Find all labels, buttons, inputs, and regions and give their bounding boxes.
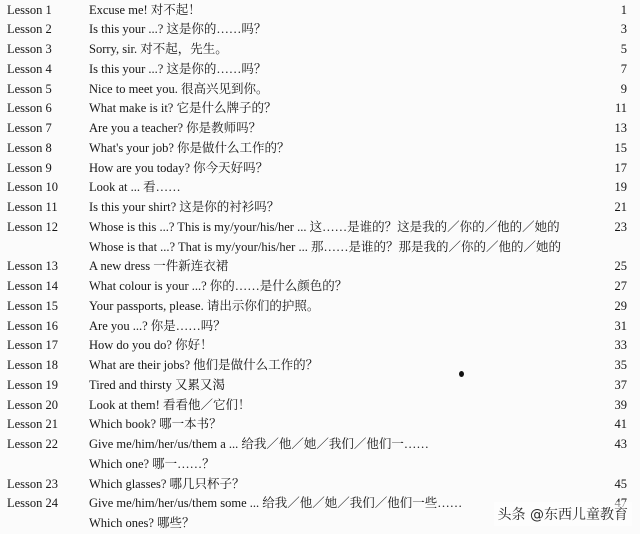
page-number: 45 bbox=[614, 476, 627, 491]
lesson-title: Which ones? 哪些？ bbox=[89, 516, 195, 530]
lesson-number: Lesson 6 bbox=[7, 101, 52, 116]
lesson-title: A new dress 一件新连衣裙 bbox=[89, 259, 229, 274]
lesson-number: Lesson 8 bbox=[7, 140, 52, 155]
toc-row bbox=[0, 159, 640, 179]
lesson-title: Nice to meet you. 很高兴见到你。 bbox=[89, 81, 269, 96]
lesson-number: Lesson 17 bbox=[7, 338, 59, 353]
lesson-number: Lesson 21 bbox=[7, 417, 59, 432]
page-number: 15 bbox=[614, 140, 627, 155]
toc-row bbox=[0, 415, 640, 435]
lesson-number: Lesson 12 bbox=[7, 219, 59, 234]
lesson-title: Give me/him/her/us/them some ... 给我／他／她／我们／他们一些…… bbox=[89, 496, 463, 511]
lesson-number: Lesson 15 bbox=[7, 298, 59, 313]
toc-row bbox=[0, 60, 640, 80]
lesson-number: Lesson 1 bbox=[7, 2, 52, 17]
lesson-title: Is this your ...? 这是你的……吗？ bbox=[89, 61, 267, 76]
lesson-number: Lesson 14 bbox=[7, 279, 59, 293]
lesson-title: Look at them! 看看他／它们！ bbox=[89, 397, 251, 412]
page-number: 25 bbox=[614, 259, 627, 274]
lesson-title: Excuse me! 对不起！ bbox=[89, 2, 201, 17]
lesson-title: Sorry, sir. 对不起，先生。 bbox=[89, 42, 228, 56]
lesson-number: Lesson 13 bbox=[7, 259, 59, 274]
page-number: 29 bbox=[614, 298, 627, 313]
lesson-number: Lesson 4 bbox=[7, 61, 52, 76]
page-number: 35 bbox=[614, 358, 627, 372]
lesson-title: How do you do? 你好！ bbox=[89, 338, 213, 353]
lesson-title: Is this your ...? 这是你的……吗？ bbox=[89, 22, 267, 37]
page-number: 9 bbox=[620, 81, 627, 96]
lesson-title: Are you ...? 你是……吗？ bbox=[89, 318, 226, 333]
page-number: 11 bbox=[614, 101, 627, 116]
toc-row bbox=[0, 376, 640, 396]
lesson-number: Lesson 5 bbox=[7, 81, 52, 96]
lesson-title: Which book? 哪一本书？ bbox=[89, 417, 222, 432]
toc-row bbox=[0, 80, 640, 100]
lesson-number: Lesson 16 bbox=[7, 318, 59, 333]
toc-row bbox=[0, 119, 640, 139]
toc-row bbox=[0, 198, 640, 218]
page-number: 1 bbox=[620, 2, 627, 17]
page-number: 21 bbox=[614, 200, 627, 214]
page-number: 33 bbox=[614, 338, 627, 353]
toc-row bbox=[0, 475, 640, 495]
page-number: 7 bbox=[620, 61, 627, 76]
page-number: 13 bbox=[614, 121, 627, 135]
page-number: 27 bbox=[614, 279, 627, 293]
page-number: 39 bbox=[614, 397, 627, 412]
page-number: 23 bbox=[614, 219, 627, 234]
lesson-number: Lesson 10 bbox=[7, 180, 59, 195]
lesson-title: Look at ... 看…… bbox=[89, 180, 181, 195]
lesson-title: Are you a teacher? 你是教师吗？ bbox=[89, 121, 262, 135]
toc-row bbox=[0, 139, 640, 159]
toc-row-continuation bbox=[0, 238, 640, 258]
toc-row bbox=[0, 297, 640, 317]
lesson-title: Tired and thirsty 又累又渴 bbox=[89, 377, 225, 392]
page-number: 19 bbox=[614, 180, 627, 195]
page-number: 43 bbox=[614, 437, 627, 451]
page-number: 17 bbox=[614, 160, 627, 175]
toc-row bbox=[0, 396, 640, 416]
watermark: 头条 @东西儿童教育 bbox=[494, 502, 632, 526]
toc-row-continuation bbox=[0, 455, 640, 475]
lesson-number: Lesson 24 bbox=[7, 496, 59, 511]
lesson-title: Whose is this ...? This is my/your/his/her ... 这……是谁的？这是我的／你的／他的／她的 bbox=[89, 219, 560, 234]
ink-speck bbox=[459, 371, 464, 377]
page-number: 41 bbox=[614, 417, 627, 432]
lesson-number: Lesson 3 bbox=[7, 42, 52, 56]
lesson-number: Lesson 23 bbox=[7, 476, 59, 491]
lesson-number: Lesson 22 bbox=[7, 437, 59, 451]
lesson-number: Lesson 19 bbox=[7, 377, 59, 392]
lesson-title: Whose is that ...? That is my/your/his/her ... 那……是谁的？那是我的／你的／他的／她的 bbox=[89, 239, 561, 254]
lesson-title: Which glasses? 哪几只杯子？ bbox=[89, 476, 245, 491]
lesson-title: Which one? 哪一……？ bbox=[89, 456, 215, 471]
toc-row bbox=[0, 257, 640, 277]
toc-row bbox=[0, 178, 640, 198]
lesson-title: What colour is your ...? 你的……是什么颜色的？ bbox=[89, 279, 348, 293]
lesson-number: Lesson 20 bbox=[7, 397, 59, 412]
toc-row bbox=[0, 336, 640, 356]
toc-row bbox=[0, 356, 640, 376]
toc-row bbox=[0, 277, 640, 297]
toc-row bbox=[0, 99, 640, 119]
lesson-number: Lesson 18 bbox=[7, 358, 59, 372]
lesson-number: Lesson 11 bbox=[7, 200, 58, 214]
page-number: 37 bbox=[614, 377, 627, 392]
lesson-title: How are you today? 你今天好吗？ bbox=[89, 160, 269, 175]
page-number: 3 bbox=[620, 22, 627, 37]
toc-row bbox=[0, 40, 640, 60]
lesson-number: Lesson 7 bbox=[7, 121, 52, 135]
lesson-title: What make is it? 它是什么牌子的？ bbox=[89, 101, 277, 116]
lesson-title: Give me/him/her/us/them a ... 给我／他／她／我们／他们一…… bbox=[89, 437, 429, 451]
lesson-title: What's your job? 你是做什么工作的？ bbox=[89, 140, 290, 155]
lesson-title: Is this your shirt? 这是你的衬衫吗？ bbox=[89, 200, 280, 214]
toc-row bbox=[0, 435, 640, 455]
toc-row bbox=[0, 317, 640, 337]
lesson-number: Lesson 9 bbox=[7, 160, 52, 175]
lesson-title: Your passports, please. 请出示你们的护照。 bbox=[89, 298, 320, 313]
lesson-number: Lesson 2 bbox=[7, 22, 52, 37]
lesson-title: What are their jobs? 他们是做什么工作的？ bbox=[89, 358, 319, 372]
toc-row bbox=[0, 1, 640, 21]
page-number: 31 bbox=[614, 318, 627, 333]
toc-row bbox=[0, 218, 640, 238]
page-number: 5 bbox=[620, 42, 627, 56]
toc-row bbox=[0, 20, 640, 40]
